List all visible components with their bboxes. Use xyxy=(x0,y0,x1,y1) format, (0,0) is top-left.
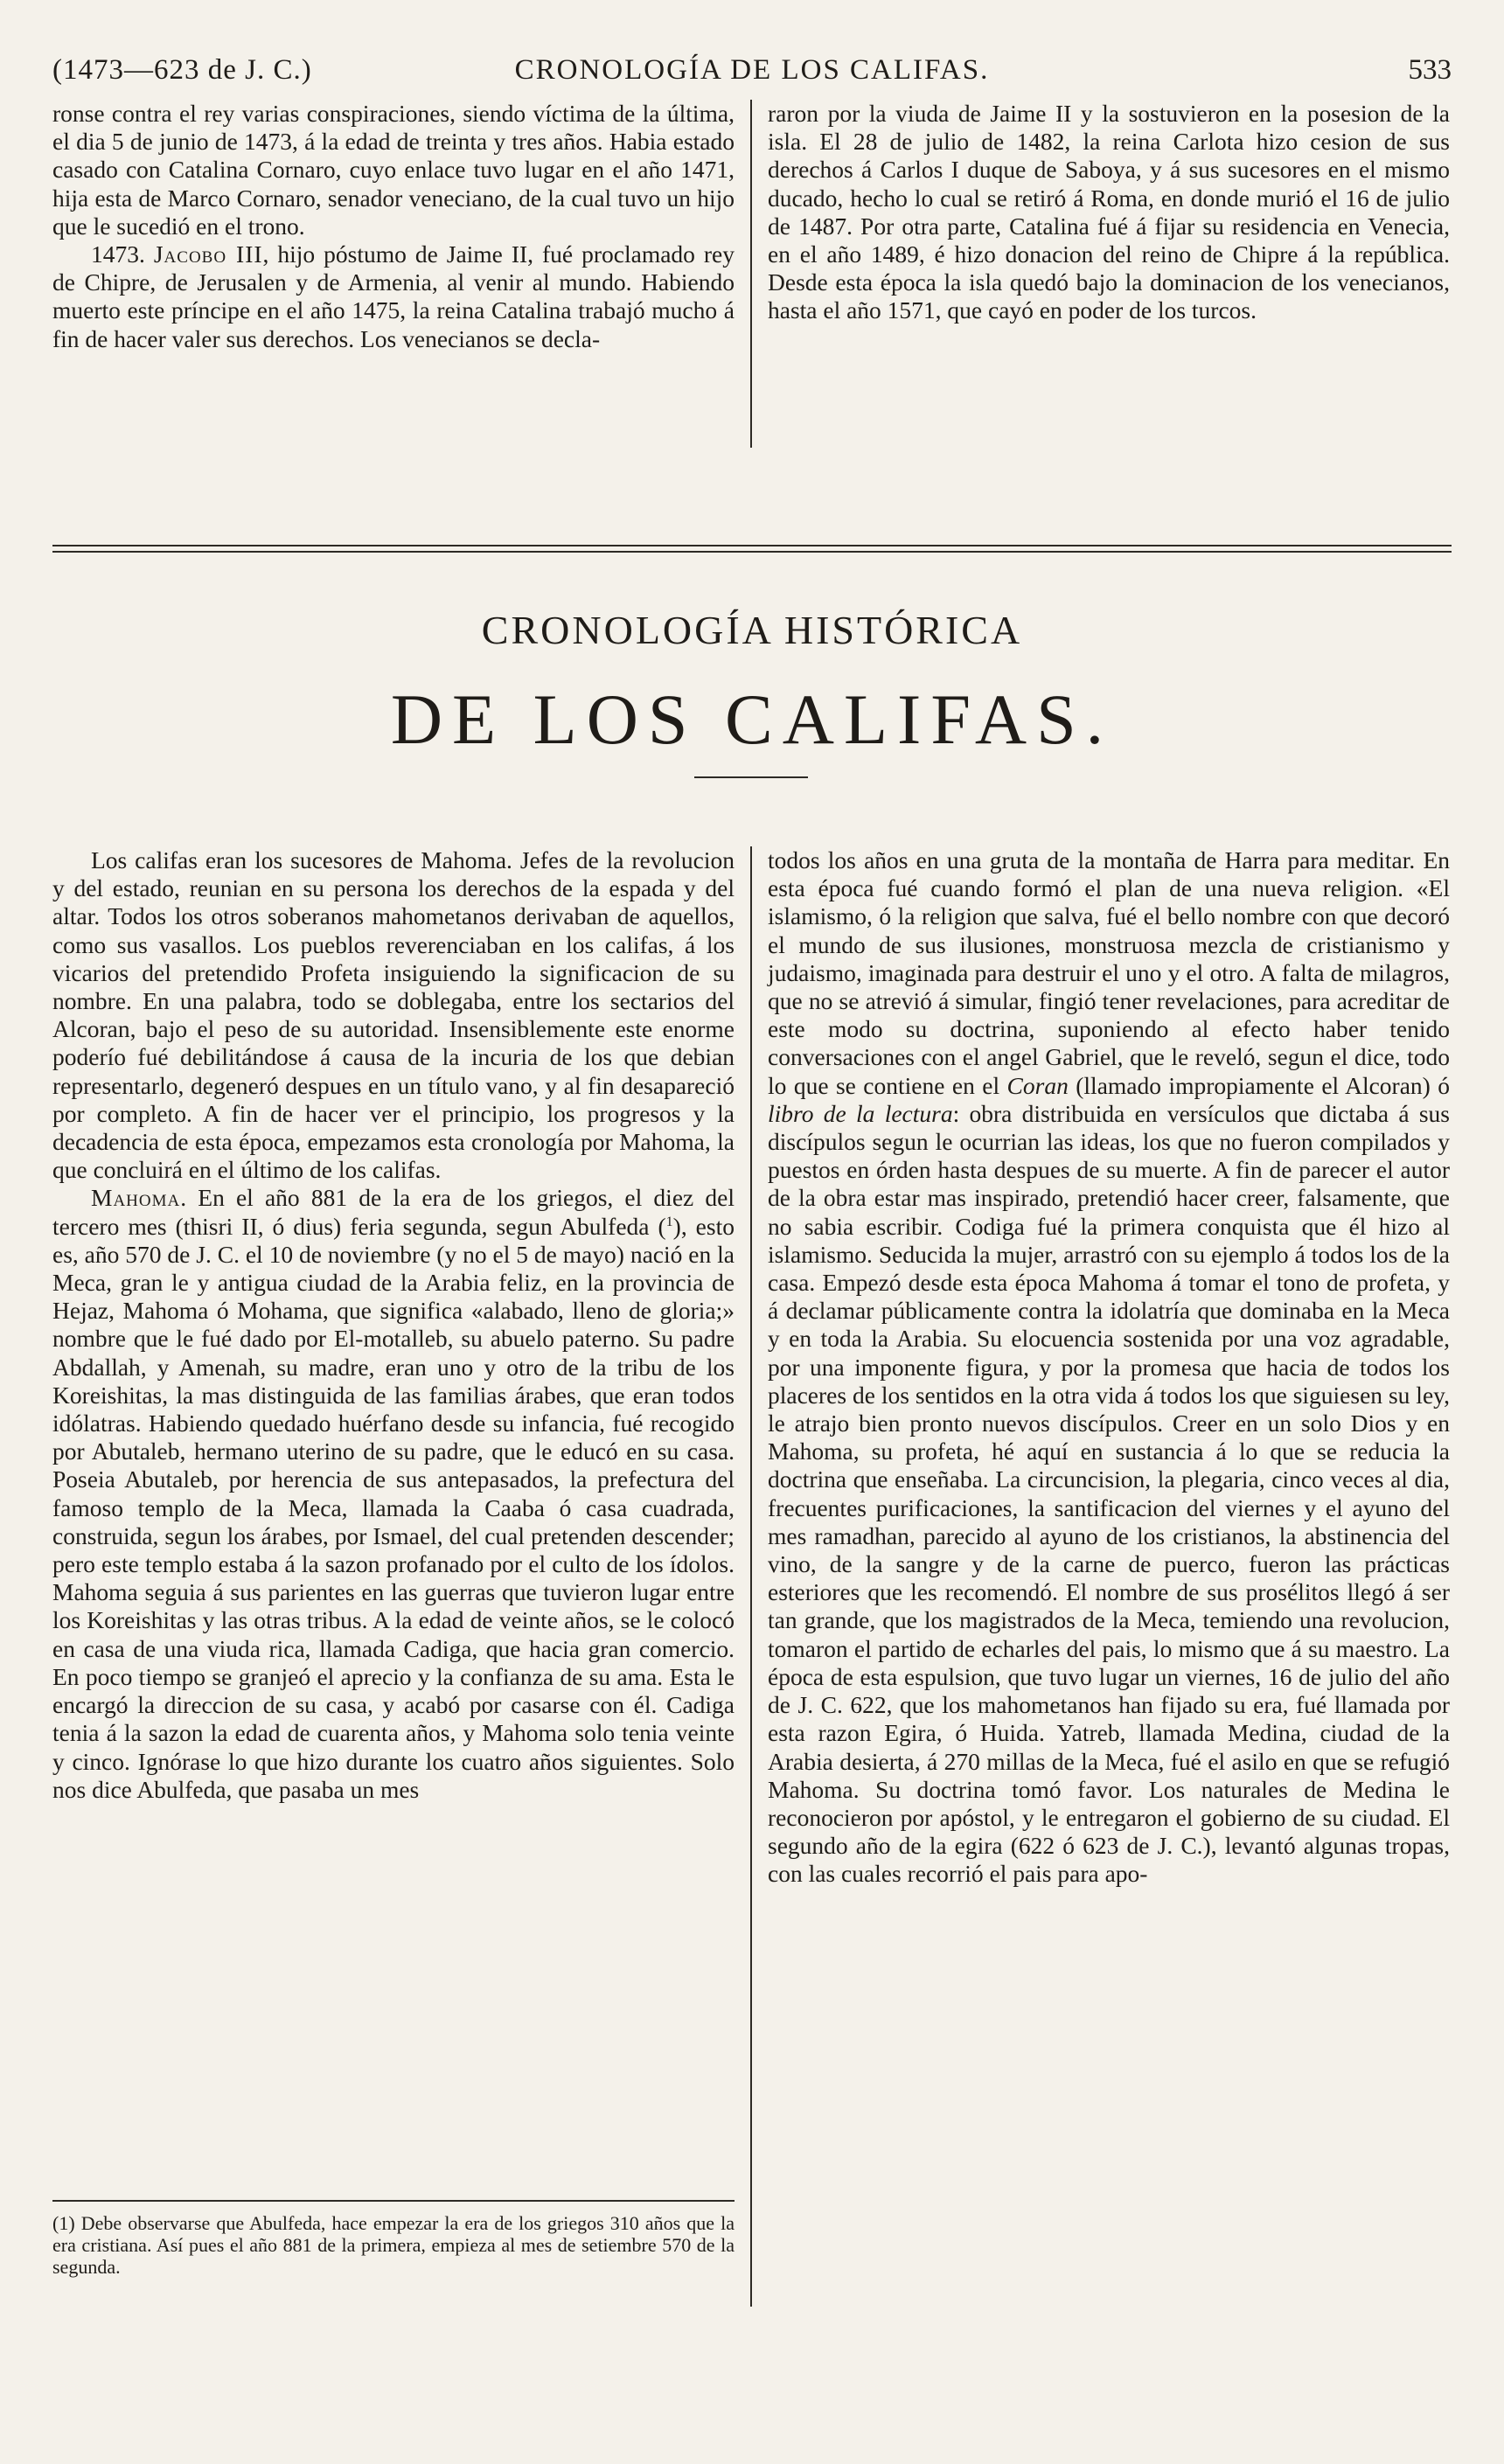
main-left-column xyxy=(52,846,735,1804)
main-right-column xyxy=(768,846,1450,1889)
footnote: (1) Debe observarse que Abulfeda, hace empezar la era de los griegos 310 años que la era cristiana. Así pues el año 881 de la primera, empieza al mes de setiembre 570 de la segunda. xyxy=(52,2212,735,2278)
italic-term: libro de la lectura xyxy=(768,1099,953,1127)
text-run: (llamado impropiamente el Alcoran) ó xyxy=(1068,1071,1450,1099)
column-divider xyxy=(750,846,752,2307)
entry-name: Jacobo III xyxy=(153,240,263,268)
paragraph: Los califas eran los sucesores de Mahoma. Jefes de la revolucion y del estado, reunian en su persona los derechos de la espada y del altar. Todos los otros soberanos mahometanos derivaban de aquellos, como sus vasallos. Los pueblos reverenciaban en los califas, á los vicarios del pretendido Profeta insiguiendo la significacion de su nombre. En una palabra, todo se doblegaba, entre los sectarios del Alcoran, bajo el peso de su autoridad. Insensiblemente este enorme poderío fué debilitándose á causa de la incuria de los que debian representarlo, degeneró despues en un título vano, y al fin desapareció por completo. A fin de hacer ver el principio, los progresos y la decadencia de esta época, empezamos esta cronología por Mahoma, la que concluirá en el último de los califas. xyxy=(52,846,735,1184)
title-rule xyxy=(694,776,808,778)
section-rule xyxy=(52,551,1452,553)
paragraph xyxy=(52,240,735,353)
paragraph xyxy=(52,1184,735,1803)
entry-text: . En el año 881 de la era de los griegos, el diez del tercero mes (thisri II, ó dius) feria segunda, segun Abulfeda ( xyxy=(52,1184,735,1240)
entry-year: 1473. xyxy=(91,240,145,268)
column-divider xyxy=(750,100,752,448)
paragraph: ronse contra el rey varias conspiraciones, siendo víctima de la última, el dia 5 de junio de 1473, á la edad de treinta y tres años. Habia estado casado con Catalina Cornaro, cuyo enlace tuvo lugar en el año 1471, hija esta de Marco Cornaro, senador veneciano, de la cual tuvo un hijo que le sucedió en el trono. xyxy=(52,100,735,240)
entry-text: , hijo póstumo de Jaime II, fué proclamado rey de Chipre, de Jerusalen y de Armenia, al venir al mundo. Habiendo muerto este príncipe en el año 1475, la reina Catalina trabajó mucho á fin de hacer valer sus derechos. Los venecianos se decla- xyxy=(52,240,735,352)
top-right-column xyxy=(768,100,1450,325)
text-run: todos los años en una gruta de la montaña de Harra para meditar. En esta época fué cuando formó el plan de una nueva religion. «El islamismo, ó la religion que salva, fué el bello nombre con que decoró el mundo de sus ilusiones, monstruosa mezcla de cristianismo y judaismo, imaginada para destruir el uno y el otro. A falta de milagros, que no se atrevió á simular, fingió tener revelaciones, para acreditar de este modo su doctrina, suponiendo al efecto haber tenido conversaciones con el angel Gabriel, que le reveló, segun el dice, todo lo que se contiene en el xyxy=(768,846,1450,1099)
page-number: 533 xyxy=(1408,54,1452,86)
top-left-column xyxy=(52,100,735,353)
running-head xyxy=(52,54,1452,94)
chapter-title-line2: DE LOS CALIFAS. xyxy=(390,679,1114,759)
text-run: : obra distribuida en versículos que dictaba á sus discípulos segun le ocurrian las ideas, los que no fueron compilados y puestos en órden hasta despues de su muerte. A fin de parecer el autor de la obra estar mas inspirado, pretendió hacer creer, falsamente, que no sabia escribir. Codiga fué la primera conquista que él hizo al islamismo. Seducida la mujer, arrastró con su ejemplo á todos los de la casa. Empezó desde esta época Mahoma á tomar el tono de profeta, y á declamar públicamente contra la idolatría que dominaba en la Meca y en toda la Arabia. Su elocuencia sostenida por una voz agradable, por una imponente figura, y por la promesa que hacia de todos los placeres de los sentidos en la otra vida á todos los que siguiesen su ley, le atrajo bien pronto nuevos discípulos. Creer en un solo Dios y en Mahoma, su profeta, hé aquí en sustancia á lo que se reducia la doctrina que enseñaba. La circuncision, la plegaria, cinco veces al dia, frecuentes purificaciones, la santificacion del viernes y el ayuno del mes ramadhan, parecido al ayuno de los cristianos, la abstinencia del vino, de la sangre y de la carne de puerco, fueron las prácticas esteriores que les recomendó. El nombre de sus prosélitos llegó á ser tan grande, que los magistrados de la Meca, temiendo una revolucion, tomaron el partido de echarles del pais, lo mismo que á su maestro. La época de esta espulsion, que tuvo lugar un viernes, 16 de julio del año de J. C. 622, que los mahometanos han fijado su era, fué llamada por esta razon Egira, ó Huida. Yatreb, llamada Medina, ciudad de la Arabia desierta, á 270 millas de la Meca, fué el asilo en que se refugió Mahoma. Su doctrina tomó favor. Los naturales de Medina le reconocieron por apóstol, y le entregaron el gobierno de su ciudad. El segundo año de la egira (622 ó 623 de J. C.), levantó algunas tropas, con las cuales recorrió el pais para apo- xyxy=(768,1099,1451,1888)
footnote-marker: 1 xyxy=(665,1214,673,1229)
running-title: CRONOLOGÍA DE LOS CALIFAS. xyxy=(514,54,990,86)
italic-term: Coran xyxy=(1006,1071,1069,1099)
chapter-title-line1: CRONOLOGÍA HISTÓRICA xyxy=(481,608,1023,652)
paragraph xyxy=(768,846,1450,1889)
footnote-rule xyxy=(52,2200,735,2202)
entry-name: Mahoma xyxy=(91,1184,181,1212)
paragraph: raron por la viuda de Jaime II y la sostuvieron en la posesion de la isla. El 28 de julio de 1482, la reina Carlota hizo cesion de sus derechos á Carlos I duque de Saboya, y á sus sucesores en el mismo ducado, hecho lo cual se retiró á Roma, en donde murió el 16 de julio de 1487. Por otra parte, Catalina fué á fijar su residencia en Venecia, en el año 1489, é hizo donacion del reino de Chipre á la república. Desde esta época la isla quedó bajo la dominacion de los venecianos, hasta el año 1571, que cayó en poder de los turcos. xyxy=(768,100,1450,324)
section-rule xyxy=(52,545,1452,546)
date-range-header: (1473—623 de J. C.) xyxy=(52,54,312,86)
entry-text: ), esto es, año 570 de J. C. el 10 de noviembre (y no el 5 de mayo) nació en la Meca, gran le y antigua ciudad de la Arabia feliz, en la provincia de Hejaz, Mahoma ó Mohama, que significa «alabado, lleno de gloria;» nombre que le fué dado por El-motalleb, su abuelo paterno. Su padre Abdallah, y Amenah, su madre, eran uno y otro de la tribu de los Koreishitas, la mas distinguida de las familias árabes, que eran todos idólatras. Habiendo quedado huérfano desde su infancia, fué recogido por Abutaleb, hermano uterino de su padre, que le educó en su casa. Poseia Abutaleb, por herencia de sus antepasados, la prefectura del famoso templo de la Meca, llamada la Caaba ó casa cuadrada, construida, segun los árabes, por Ismael, del cual pretenden descender; pero este templo estaba á la sazon profanado por el culto de los ídolos. Mahoma seguia á sus parientes en las guerras que tuvieron lugar entre los Koreishitas y las otras tribus. A la edad de veinte años, se le colocó en casa de una viuda rica, llamada Cadiga, que hacia gran comercio. En poco tiempo se granjeó el aprecio y la confianza de su ama. Esta le encargó la direccion de su casa, y acabó por casarse con él. Cadiga tenia á la sazon la edad de cuarenta años, y Mahoma solo tenia veinte y cinco. Ignórase lo que hizo durante los cuatro años siguientes. Solo nos dice Abulfeda, que pasaba un mes xyxy=(52,1212,735,1803)
